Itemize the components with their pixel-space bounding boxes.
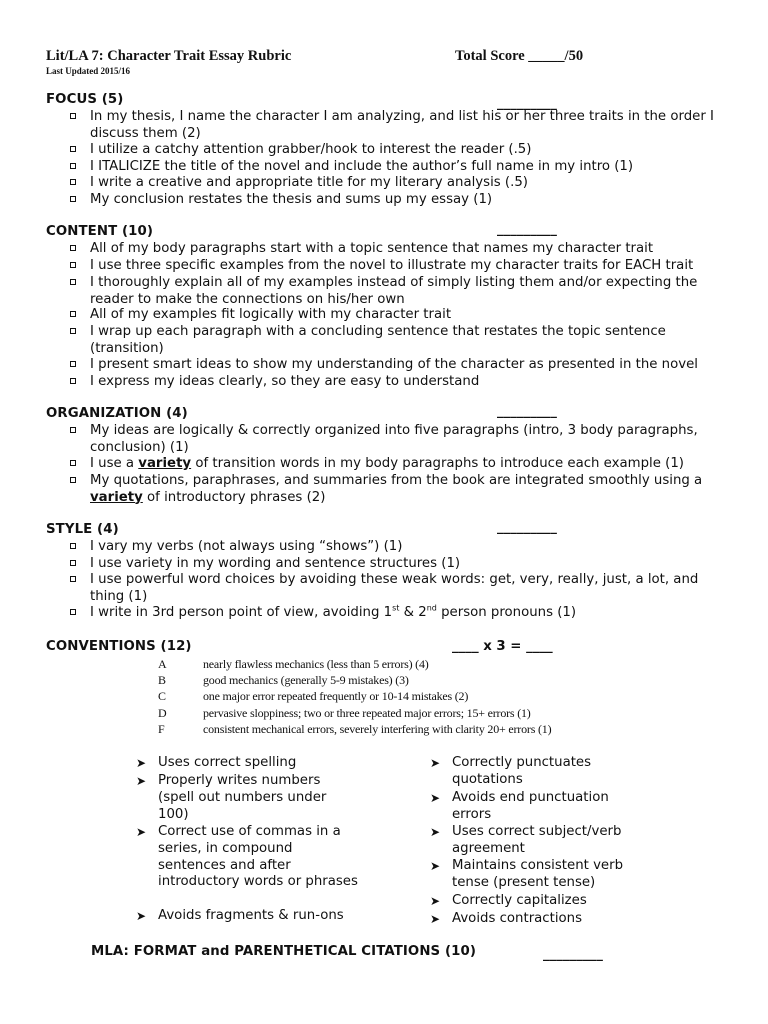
document-title: Lit/LA 7: Character Trait Essay Rubric	[46, 48, 292, 64]
checkbox-icon[interactable]	[70, 245, 76, 251]
arrow-bullet-icon: ➤	[430, 756, 441, 770]
checkbox-icon[interactable]	[70, 196, 76, 202]
rubric-page: Lit/LA 7: Character Trait Essay Rubric Total Score _____/50 Last Updated 2015/16 FOCUS (5) _________ In my thesis, I name the character I am analyzing, and list his or her three traits in the order I discuss them (2) I utilize a catchy attention grabber/hook to interest the reader (.5) I ITALICIZE the title of the novel and include the author’s full name in my intro (1) I write a creative and appropriate title for my literary analysis (.5) My conclusion restates the thesis and sums up my essay (1) CONTENT (10) _________ All of my body paragraphs start with a topic sentence that names my character trait I use three specific examples from the novel to illustrate my character traits for EACH trait I thoroughly explain all of my examples instead of simply listing them and/or expecting the reader to make the connections on his/her own All of my examples fit logically with my character trait I wrap up each paragraph with a concluding sentence that restates the topic sentence (transition) I present smart ideas to show my understanding of the character as presented in the novel I express my ideas clearly, so they are easy to understand ORGANIZATION (4) _________ My ideas are logically & correctly organized into five paragraphs (intro, 3 body paragraphs, conclusion) (1) I use a variety of transition words in my body paragraphs to introduce each example (1) My quotations, paraphrases, and summaries from the book are integrated smoothly using a variety of introductory phrases (2) STYLE (4) _________ I vary my verbs (not always using “shows”) (1) I use variety in my wording and sentence structures (1) I use powerful word choices by avoiding these weak words: get, very, really, just, a lot, and thing (1) I write in 3rd person point of view, avoiding 1st & 2nd person pronouns (1) CONVENTIONS (12) ____ x 3 = ____ A nearly flawless mechanics (less than 5 errors) (4) B good mechanics (generally 5-9 mistakes) (3) C one major error repeated frequently or 10-14 mistakes (2) D pervasive sloppiness; two or three repeated major errors; 15+ errors (1) F consistent mechanical errors, severely interfering with clarity 20+ errors (1) ➤ Uses correct spelling ➤ Properly writes numbers (spell out numbers under 100) ➤ Correct use of commas in a series, in compound sentences and after introductory words or phrases ➤ Avoids fragments & run-ons ➤ Correctly punctuates quotations ➤ Avoids end punctuation errors ➤ Uses correct subject/verb agreement ➤ Maintains consistent verb tense (present tense) ➤ Correctly capitalizes ➤ Avoids contractions MLA: FORMAT and PARENTHETICAL CITATIONS (10) _________	[46, 48, 714, 962]
conventions-score-line: ____ x 3 = ____	[452, 639, 553, 654]
content-title: CONTENT (10)	[46, 224, 154, 239]
style-score-blank: _________	[497, 520, 557, 535]
arrow-bullet-icon: ➤	[136, 774, 147, 788]
last-updated: Last Updated 2015/16	[46, 66, 131, 76]
arrow-bullet-icon: ➤	[430, 825, 441, 839]
checkbox-icon[interactable]	[70, 477, 76, 483]
checkbox-icon[interactable]	[70, 279, 76, 285]
checkbox-icon[interactable]	[70, 378, 76, 384]
arrow-bullet-icon: ➤	[430, 859, 441, 873]
style-title: STYLE (4)	[46, 522, 119, 537]
arrow-bullet-icon: ➤	[430, 791, 441, 805]
arrow-bullet-icon: ➤	[430, 894, 441, 908]
conventions-title: CONVENTIONS (12)	[46, 639, 192, 654]
content-score-blank: _________	[497, 222, 557, 237]
checkbox-icon[interactable]	[70, 543, 76, 549]
organization-score-blank: _________	[497, 404, 557, 419]
checkbox-icon[interactable]	[70, 262, 76, 268]
checkbox-icon[interactable]	[70, 328, 76, 334]
arrow-bullet-icon: ➤	[430, 912, 441, 926]
checkbox-icon[interactable]	[70, 427, 76, 433]
checkbox-icon[interactable]	[70, 460, 76, 466]
checkbox-icon[interactable]	[70, 179, 76, 185]
checkbox-icon[interactable]	[70, 146, 76, 152]
checkbox-icon[interactable]	[70, 163, 76, 169]
focus-score-blank: _________	[497, 96, 557, 111]
checkbox-icon[interactable]	[70, 576, 76, 582]
mla-title: MLA: FORMAT and PARENTHETICAL CITATIONS (10)	[91, 944, 477, 959]
checkbox-icon[interactable]	[70, 311, 76, 317]
mla-score-blank: _________	[543, 947, 603, 962]
checkbox-icon[interactable]	[70, 361, 76, 367]
arrow-bullet-icon: ➤	[136, 825, 147, 839]
checkbox-icon[interactable]	[70, 560, 76, 566]
focus-title: FOCUS (5)	[46, 92, 124, 107]
arrow-bullet-icon: ➤	[136, 756, 147, 770]
organization-title: ORGANIZATION (4)	[46, 406, 188, 421]
checkbox-icon[interactable]	[70, 113, 76, 119]
arrow-bullet-icon: ➤	[136, 909, 147, 923]
total-score: Total Score _____/50	[455, 48, 584, 64]
checkbox-icon[interactable]	[70, 609, 76, 615]
